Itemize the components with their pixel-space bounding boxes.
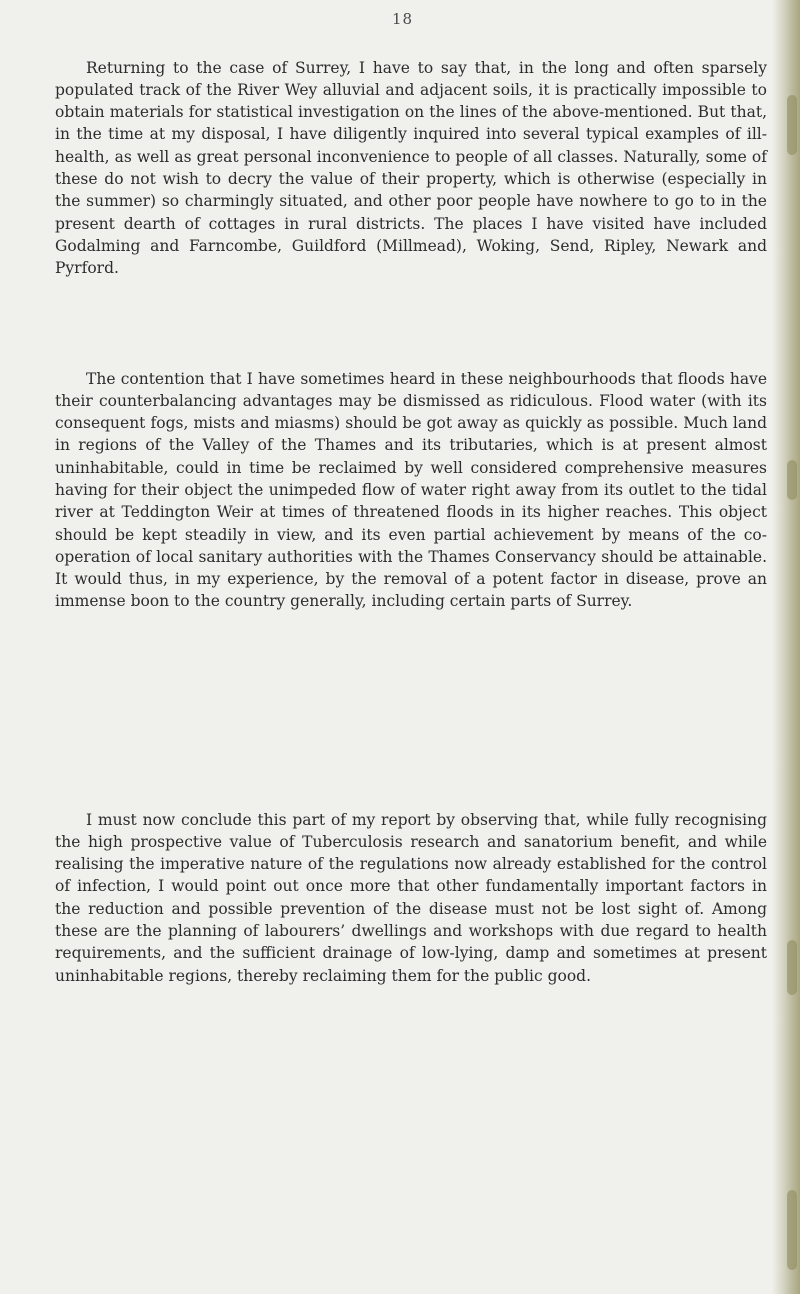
page-binding-edge <box>772 0 800 1294</box>
page-number: 18 <box>392 10 414 28</box>
paragraph-conclusion: I must now conclude this part of my report by observing that, while fully recognising the high prospective value of Tuberculosis research and sanatorium benefit, and while realising the imperative nature of the regulations now already established for the control of infection, I would point out once more that other fundamentally important factors in the reduction and possible prevention of the disease must not be lost sight of. Among these are the planning of labourers’ dwellings and workshops with due regard to health requirements, and the sufficient drainage of low-lying, damp and sometimes at present uninhabitable regions, thereby reclaiming them for the public good. <box>55 810 767 985</box>
edge-stain <box>787 460 797 500</box>
paragraph-surrey-investigation: Returning to the case of Surrey, I have to say that, in the long and often sparsely populated track of the River Wey alluvial and adjacent soils, it is practically impossible to obtain materials for statistical investigation on the lines of the above-mentioned. But that, in the time at my disposal, I have diligently inquired into several typical examples of ill-health, as well as great personal inconvenience to people of all classes. Naturally, some of these do not wish to decry the value of their property, which is otherwise (especially in the summer) so charmingly situated, and other poor people have nowhere to go to in the present dearth of cottages in rural districts. The places I have visited have included Godalming and Farncombe, Guildford (Millmead), Woking, Send, Ripley, Newark and Pyrford. <box>55 58 767 278</box>
paragraph-flood-contention: The contention that I have sometimes heard in these neighbourhoods that floods have their counterbalancing advantages may be dismissed as ridiculous. Flood water (with its consequent fogs, mists and miasms) should be got away as quickly as possible. Much land in regions of the Valley of the Thames and its tributaries, which is at present almost uninhabitable, could in time be reclaimed by well considered comprehensive measures having for their object the unimpeded flow of water right away from its outlet to the tidal river at Teddington Weir at times of threatened floods in its higher reaches. This object should be kept steadily in view, and its even partial achievement by means of the co-operation of local sanitary authorities with the Thames Conservancy should be attainable. It would thus, in my experience, by the removal of a potent factor in disease, prove an immense boon to the country generally, including certain parts of Surrey. <box>55 369 767 611</box>
edge-stain <box>787 940 797 995</box>
edge-stain <box>787 95 797 155</box>
edge-stain <box>787 1190 797 1270</box>
